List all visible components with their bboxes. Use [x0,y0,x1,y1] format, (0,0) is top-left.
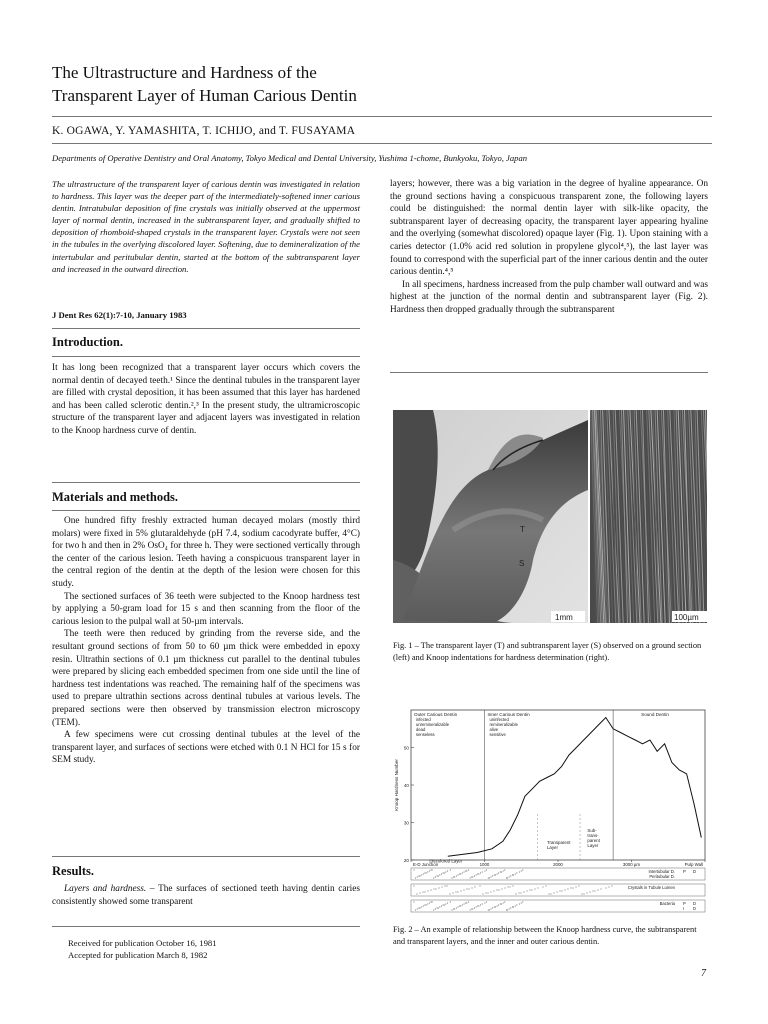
strip-dot [474,886,475,887]
strip-dot [553,892,554,893]
layer-label-subtransparent: parent [587,838,600,843]
y-axis-label: Knoop Hardness Number [394,759,399,811]
methods-paragraph-1: One hundred fifty freshly extracted human decayed molars (mostly third molars) were fixed in 5% glutaraldehyde (pH 7.4, sodium cacodyrate buffer, 4°C) for two h and then in 2% OsO₄ for three h. They were sectioned vertically through the center of the carious lesion. Teeth having a conspicuous transparent layer in the central region of the dentin at the depth of the lesion were chosen for this study. [52,516,360,589]
strip-dot [457,906,458,907]
strip-dot [426,872,427,873]
figure-1-label-s: S [519,559,525,568]
strip-mark: P [683,901,686,906]
strip-dot [456,875,457,876]
layer-label-discolored: Discolored Layer [429,858,463,864]
strip-dot [470,909,471,910]
results-heading: Results. [52,864,95,878]
strip-dot [435,876,436,877]
layer-label-transparent: Layer [546,845,558,850]
strip-dot [435,908,436,909]
strip-dot [457,874,458,875]
zone-property-label: sensitive [489,732,506,737]
x-tick-label: E-D Junction [413,862,439,867]
strip-dot [429,870,430,871]
strip-dot [548,893,549,894]
strip-mark: D [693,901,697,906]
strip-dot [466,902,467,903]
strip-dot [485,892,486,893]
affiliation: Departments of Operative Dentistry and Oral Anatomy, Tokyo Medical and Dental University, Yushima 1-chome, Bunkyoku, Tokyo, Japan [52,153,528,163]
strip-dot [537,887,538,888]
strip-dot [498,904,499,905]
strip-dot [575,886,576,887]
strip-dot [441,886,442,887]
strip-dot [447,870,448,871]
strip-dot [567,888,568,889]
strip-dot [447,902,448,903]
strip-dot [441,873,442,874]
strip-dot [430,889,431,890]
strip-dot [433,877,434,878]
strip-dot [518,892,519,893]
x-tick-label: 2000 [553,862,563,867]
strip-dot [545,885,546,886]
strip-dot [482,903,483,904]
strip-dot [413,901,414,902]
strip-dot [454,908,455,909]
strip-dot [526,890,527,891]
strip-dot [437,875,438,876]
strip-dot [570,887,571,888]
strip-dot [471,876,472,877]
strip-dot [512,874,513,875]
strip-dot [493,890,494,891]
strip-dot [460,873,461,874]
strip-dot [507,886,508,887]
introduction-text: It has long been recognized that a transparent layer occurs which covers the normal dentin of decayed teeth.¹ Since the dentinal tubules in the transparent layer are filled with crystal deposition, it has been assumed that this layer has hardened and has been called sclerotic dentin.²,³ In the present study, the ultramicroscopic structure of the transparent layer and adjacent layers was investigated in relation to the Knoop hardness curve of dentin. [52,363,360,436]
hardness-curve [448,718,702,857]
authors-rule [52,143,712,144]
figure-1-left-photo [393,410,588,623]
journal-citation: J Dent Res 62(1):7-10, January 1983 [52,310,187,320]
strip-dot [519,871,520,872]
strip-dot [437,907,438,908]
strip-dot [512,885,513,886]
strip-dot [561,890,562,891]
strip-dot [466,888,467,889]
strip-dot [427,890,428,891]
strip-dot [594,890,595,891]
strip-dot [478,873,479,874]
strip-dot [472,876,473,877]
strip-dot [500,903,501,904]
figure-1-caption: Fig. 1 – The transparent layer (T) and subtransparent layer (S) observed on a ground section (left) and Knoop indentations for hardness determination (right). [393,641,702,662]
strip-dot [450,901,451,902]
strip-dot [507,877,508,878]
strip-dot [438,887,439,888]
strip-dot [529,889,530,890]
strip-dot [472,908,473,909]
strip-dot [523,891,524,892]
page-number: 7 [701,968,706,979]
strip-dot [510,875,511,876]
methods-body [52,515,360,767]
strip-dot [433,888,434,889]
introduction-heading: Introduction. [52,335,123,349]
right-column-text [390,178,708,317]
layer-label-subtransparent: Layer [587,843,599,848]
strip-dot [444,872,445,873]
strip-dot [449,893,450,894]
figure-1-scale-right: 100µm [674,613,699,622]
strip-dot [498,889,499,890]
methods-paragraph-4: A few specimens were cut crossing dentinal tubules at the level of the transparent layer, and surfaces of sections were etched with 0.1 N HCl for 15 s for SEM study. [52,730,360,766]
zone-label: Outer Carious Dentin [414,712,458,717]
zone-property-label: infected [416,717,431,722]
strip-dot [429,902,430,903]
strip-dot [423,873,424,874]
strip-dot [480,904,481,905]
strip-dot [501,903,502,904]
strip-dot [465,902,466,903]
strip-dot [424,904,425,905]
strip-dot [423,905,424,906]
strip-dot [438,875,439,876]
strip-dot [416,893,417,894]
strip-dot [559,890,560,891]
strip-dot [453,908,454,909]
strip-dot [495,906,496,907]
strip-dot [413,869,414,870]
strip-dot [510,907,511,908]
strip-dot [512,906,513,907]
strip-dot [471,887,472,888]
y-tick-label: 30 [403,820,409,826]
strip-dot [451,877,452,878]
strip-dot [489,877,490,878]
strip-dot [480,872,481,873]
strip-dot [424,891,425,892]
strip-dot [487,892,488,893]
strip-dot [419,892,420,893]
strip-dot [489,909,490,910]
strip-dot [441,905,442,906]
strip-dot [438,907,439,908]
strip-dot [506,877,507,878]
zone-property-label: uninfected [489,717,509,722]
strip-dot [465,870,466,871]
strip-dot [608,886,609,887]
results-lead: Layers and hardness. [64,884,147,894]
strip-dot [466,870,467,871]
strip-label: Intertubular D. [648,869,675,874]
strip-dot [456,907,457,908]
strip-dot [464,903,465,904]
strip-dot [494,874,495,875]
strip-dot [479,885,480,886]
figure-1-right-photo [590,410,707,623]
strip-dot [522,901,523,902]
zone-property-label: remineralizable [489,722,518,727]
strip-dot [459,905,460,906]
strip-dot [486,869,487,870]
title-line-1: The Ultrastructure and Hardness of the [52,63,317,82]
strip-dot [468,869,469,870]
strip-dot [477,905,478,906]
strip-dot [504,901,505,902]
strip-dot [503,902,504,903]
strip-dot [486,901,487,902]
strip-dot [495,874,496,875]
strip-dot [426,904,427,905]
strip-dot [451,909,452,910]
strip-dot [611,885,612,886]
methods-rule-bottom [52,510,360,511]
strip-dot [542,886,543,887]
strip-dot [424,872,425,873]
right-paragraph-1: layers; however, there was a big variation in the degree of hyaline appearance. On the ground sections having a conspicuous transparent zone, the following layers could be distinguished: the normal dentin layer with silk-like opacity, the subtransparent layer of decreasing opacity, the transparent layer appearing hyaline and the overlying (somewhat discolored) opaque layer (Fig. 1). Upon staining with a caries detector (1.0% acid red solution in propylene glycol⁴,⁵), the last layer was found to correspond with the superficial part of the inner carious dentin and the outer carious dentin.⁴,⁵ [390,179,708,278]
strip-dot [420,907,421,908]
received-rule [52,926,360,927]
strip-dot [415,877,416,878]
received-dates: Received for publication October 16, 1981 Accepted for publication March 8, 1982 [68,938,217,960]
methods-heading: Materials and methods. [52,490,179,504]
strip-label: Crystals in Tubule Lumen [627,885,675,890]
figure-2-chart [393,704,709,919]
results-body: – The surfaces of sectioned teeth having dentin caries consistently showed some transparent [52,884,360,907]
strip-dot [522,869,523,870]
strip-dot [589,891,590,892]
strip-dot [455,891,456,892]
strip-dot [433,909,434,910]
strip-dot [444,904,445,905]
strip-dot [476,874,477,875]
ground-section-image [393,410,588,623]
strip-dot [468,901,469,902]
strip-dot [521,902,522,903]
strip-dot [521,870,522,871]
strip-dot [477,873,478,874]
strip-dot [464,871,465,872]
strip-dot [439,906,440,907]
knoop-hardness-chart [393,704,709,919]
strip-dot [432,869,433,870]
strip-label: Peritubular D. [649,874,675,879]
strip-dot [498,872,499,873]
strip-dot [462,872,463,873]
strip-dot [482,871,483,872]
strip-label: Bacteria [659,901,675,906]
strip-dot [500,871,501,872]
strip-dot [516,904,517,905]
right-column-rule [390,372,708,373]
strip-dot [509,876,510,877]
y-tick-label: 40 [403,783,409,788]
strip-dot [415,909,416,910]
strip-dot [496,889,497,890]
y-tick-label: 20 [403,858,409,863]
results-rule-top [52,856,360,857]
strip-dot [443,872,444,873]
knoop-indentation-image [590,410,707,623]
strip-dot [516,872,517,873]
strip-dot [494,906,495,907]
strip-dot [513,874,514,875]
strip-dot [444,885,445,886]
strip-dot [488,877,489,878]
zone-property-label: alive [489,727,499,732]
strip-dot [490,891,491,892]
zone-label: Sound Dentin [641,712,669,717]
strip-mark: I [683,906,685,911]
strip-dot [418,907,419,908]
strip-dot [445,871,446,872]
abstract: The ultrastructure of the transparent layer of carious dentin was investigated in relation to hardness. This layer was the deeper part of the intermediately-softened inner carious dentin. Intratubular deposition of fine crystals was initially observed at the uppermost layer of normal dentin, increased in the subtransparent layer, and gradually shifted to deposition of rhomboid-shaped crystals in the transparent layer. Crystals were not seen in the tubules in the overlying discolored layer. Softening, due to demineralization of the intertubular and peritubular dentin, started at the bottom of the subtransparent layer and increased in the outward direction. [52,179,360,274]
strip-dot [509,886,510,887]
strip-dot [446,885,447,886]
methods-paragraph-3: The teeth were then reduced by grinding from the reverse side, and the resultant ground sections of from 50 to 60 µm thick were embedded in epoxy resin. Ultrathin sections of 0.1 µm thickness cut parallel to the dentinal tubules were prepared by slicing each embedded specimen from one side until the line of hardness test indentations was reached. The remaining half of the specimens was used to prepare ultrathin sections across dentinal tubules at various levels. The prepared sections were then observed by transmission electron microscopy (TEM). [52,629,360,728]
strip-dot [531,889,532,890]
article-title [52,61,552,107]
plot-frame [411,710,705,860]
strip-dot [556,891,557,892]
strip-dot [445,903,446,904]
strip-dot [450,869,451,870]
strip-dot [431,901,432,902]
strip-dot [443,904,444,905]
layer-label-transparent: Transparent [546,840,571,845]
zone-property-label: dead [416,727,426,732]
strip-dot [564,889,565,890]
strip-mark: D [693,906,697,911]
strip-dot [605,887,606,888]
strip-dot [600,888,601,889]
x-tick-label: 1000 [479,862,490,867]
strip-mark: D [693,869,697,874]
strip-dot [504,869,505,870]
strip-dot [460,890,461,891]
intro-rule-top [52,328,360,329]
strip-dot [515,905,516,906]
strip-dot [439,874,440,875]
strip-dot [427,871,428,872]
strip-dot [550,893,551,894]
strip-dot [463,889,464,890]
strip-mark: P [683,869,686,874]
figure-2-caption: Fig. 2 – An example of relationship between the Knoop hardness curve, the subtransparent and transparent layers, and the inner and outer carious dentin. [393,925,697,946]
strip-dot [471,908,472,909]
strip-dot [497,873,498,874]
results-text [52,883,360,908]
strip-dot [504,887,505,888]
strip-dot [468,888,469,889]
zone-label: Inner Carious Dentin [487,712,530,717]
strip-dot [462,904,463,905]
strip-dot [534,888,535,889]
strip-dot [417,908,418,909]
strip-dot [578,885,579,886]
x-tick-label: Pulp Wall [684,862,703,867]
strip-dot [452,892,453,893]
strip-dot [478,905,479,906]
strip-dot [586,892,587,893]
strip-dot [497,905,498,906]
strip-dot [474,875,475,876]
strip-dot [454,876,455,877]
strip-dot [515,873,516,874]
strip-dot [592,890,593,891]
strip-dot [501,871,502,872]
strip-dot [519,903,520,904]
authors: K. OGAWA, Y. YAMASHITA, T. ICHIJO, and T. FUSAYAMA [52,125,356,137]
zone-property-label: unremineralizable [416,722,450,727]
strip-dot [484,870,485,871]
strip-dot [513,906,514,907]
x-tick-label: 3000 µm [622,862,641,867]
strip-dot [597,889,598,890]
zone-property-label: senseless [416,732,435,737]
intro-rule-bottom [52,356,360,357]
strip-dot [432,901,433,902]
strip-dot [482,893,483,894]
strip-dot [501,888,502,889]
strip-dot [506,909,507,910]
strip-dot [503,870,504,871]
strip-dot [453,876,454,877]
strip-dot [420,875,421,876]
strip-dot [509,908,510,909]
right-paragraph-2: In all specimens, hardness increased from the pulp chamber wall outward and was highest at the junction of the normal dentin and subtransparent layer (Fig. 2). Hardness then dropped gradually through the subtransparent [390,279,708,315]
strip-dot [515,893,516,894]
strip-dot [484,902,485,903]
strip-dot [520,892,521,893]
strip-dot [507,909,508,910]
layer-label-subtransparent: trans- [587,833,599,838]
strip-dot [435,888,436,889]
strip-dot [413,885,414,886]
methods-rule-top [52,482,360,483]
layer-label-subtransparent: Sub- [587,828,597,833]
y-tick-label: 50 [403,745,409,751]
strip-dot [492,875,493,876]
strip-dot [431,869,432,870]
strip-dot [583,893,584,894]
strip-dot [427,903,428,904]
strip-dot [418,875,419,876]
strip-dot [476,906,477,907]
title-rule [52,116,712,117]
methods-paragraph-2: The sectioned surfaces of 36 teeth were subjected to the Knoop hardness test by applying a 50-gram load for 15 s and then scanning from the floor of the carious lesion to the pulpal wall at 50-µm intervals. [52,591,360,627]
strip-dot [492,907,493,908]
strip-dot [470,877,471,878]
title-line-2: Transparent Layer of Human Carious Dentin [52,86,357,105]
strip-dot [460,905,461,906]
strip-dot [459,873,460,874]
strip-dot [490,908,491,909]
figure-1-label-t: T [520,525,525,534]
strip-dot [581,893,582,894]
strip-dot [422,891,423,892]
strip-dot [488,909,489,910]
strip-dot [457,891,458,892]
strip-dot [474,907,475,908]
figure-1-scale-left: 1mm [555,613,573,622]
strip-dot [572,887,573,888]
strip-dot [421,874,422,875]
strip-dot [421,906,422,907]
strip-dot [417,876,418,877]
strip-dot [490,876,491,877]
